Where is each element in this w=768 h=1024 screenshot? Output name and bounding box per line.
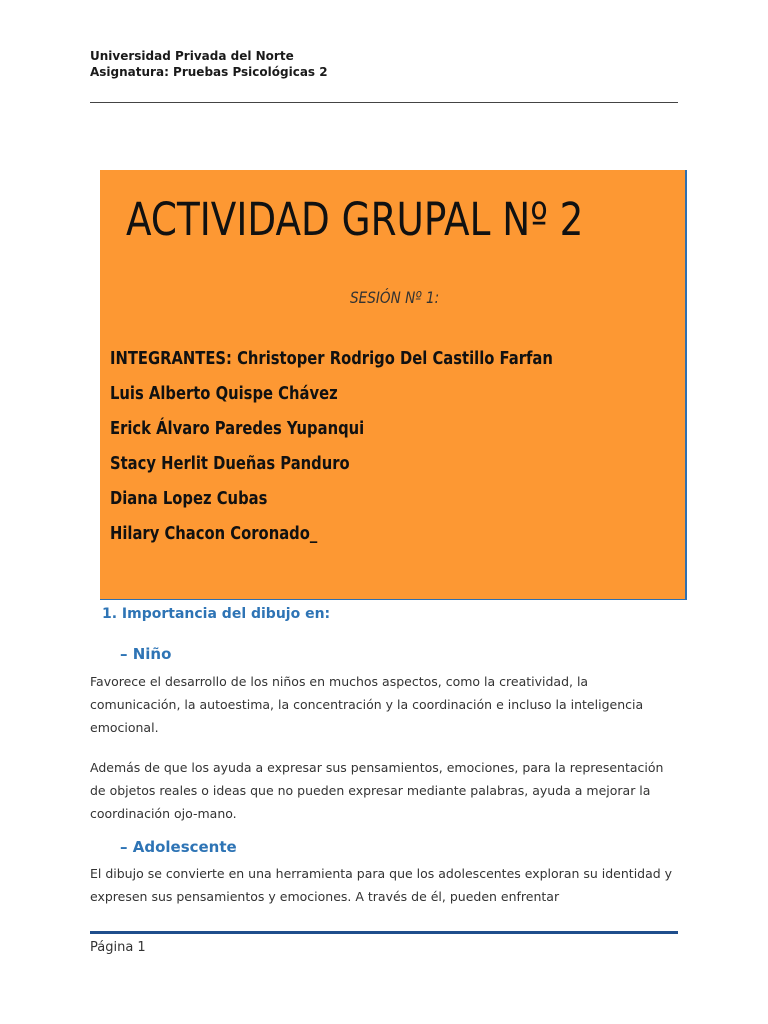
- paragraph-nino-1: Favorece el desarrollo de los niños en muchos aspectos, como la creatividad, la comunicación, la autoestima, la concentración y la coordinación e incluso la inteligencia emocional.: [90, 674, 644, 735]
- member-line: Stacy Herlit Dueñas Panduro: [110, 453, 350, 474]
- paragraph-adolescente-1: El dibujo se convierte en una herramienta para que los adolescentes exploran su identidad y expresen sus pensamientos y emociones. A través de él, pueden enfrentar: [90, 866, 673, 904]
- cover-title: ACTIVIDAD GRUPAL Nº 2: [126, 193, 584, 246]
- header-course: Asignatura: Pruebas Psicológicas 2: [90, 65, 328, 79]
- member-line: Hilary Chacon Coronado_: [110, 523, 318, 544]
- member-line: Erick Álvaro Paredes Yupanqui: [110, 418, 365, 439]
- cover-box: [100, 170, 687, 600]
- member-line: Luis Alberto Quispe Chávez: [110, 383, 338, 404]
- cover-session: SESIÓN Nº 1:: [350, 288, 440, 307]
- section-heading: 1. Importancia del dibujo en:: [102, 606, 331, 622]
- member-line: Diana Lopez Cubas: [110, 488, 268, 509]
- paragraph-nino-2: Además de que los ayuda a expresar sus pensamientos, emociones, para la representación de objetos reales o ideas que no pueden expresar mediante palabras, ayuda a mejorar la coordinación ojo-mano.: [90, 760, 664, 821]
- document-header: [90, 48, 328, 80]
- subheading-adolescente: – Adolescente: [120, 838, 237, 856]
- member-line: INTEGRANTES: Christoper Rodrigo Del Castillo Farfan: [110, 348, 553, 369]
- footer-divider: [90, 931, 678, 934]
- page-number: Página 1: [90, 940, 146, 955]
- header-university: Universidad Privada del Norte: [90, 49, 294, 63]
- subheading-nino: – Niño: [120, 645, 172, 663]
- members-list: [110, 343, 553, 553]
- header-divider: [90, 102, 678, 103]
